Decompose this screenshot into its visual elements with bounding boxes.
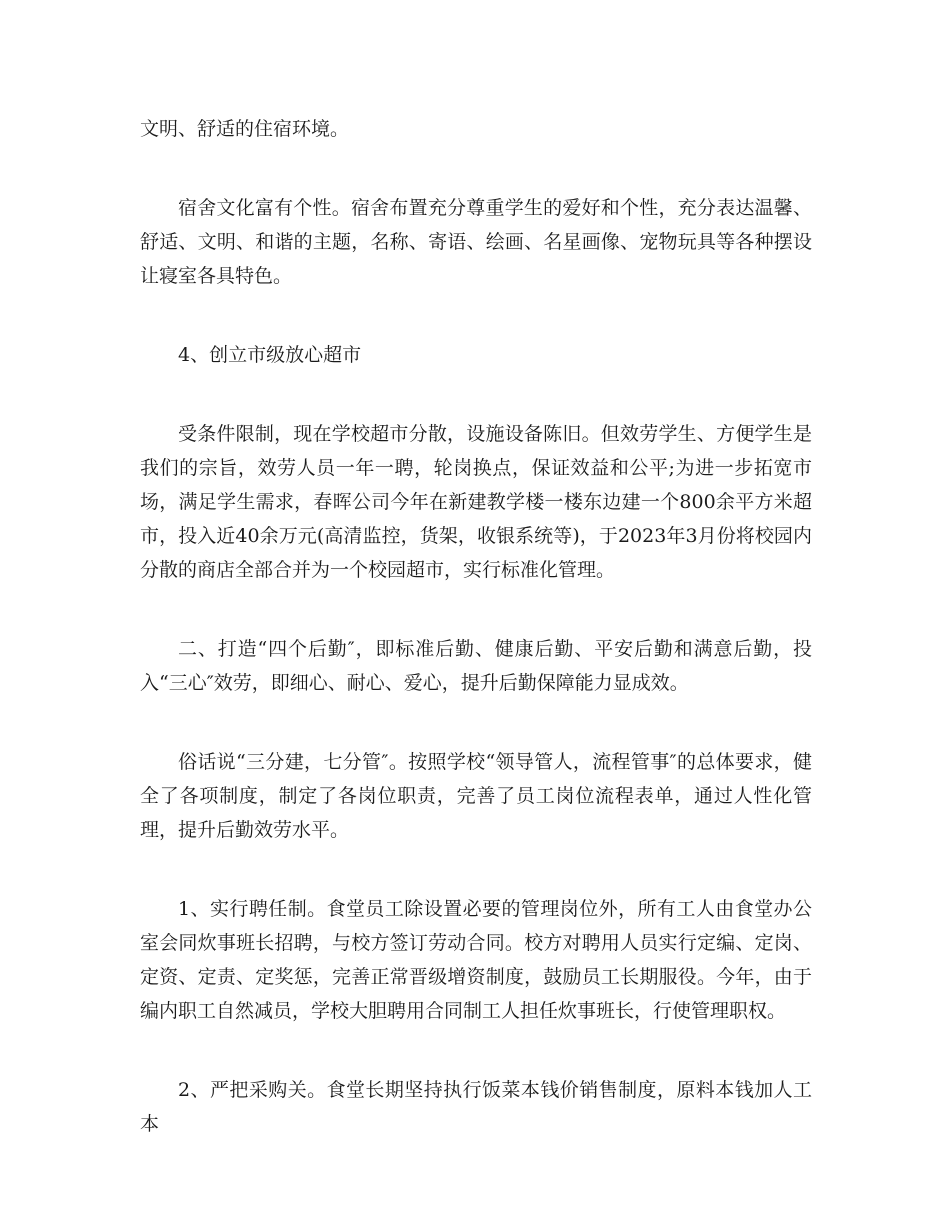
paragraph-hiring-system: 1、实行聘任制。食堂员工除设置必要的管理岗位外，所有工人由食堂办公室会同炊事班长招聘，与校方签订劳动合同。校方对聘用人员实行定编、定岗、定资、定责、定奖惩，完善正常晋级增资制度，鼓励员工长期服役。今年，由于编内职工自然减员，学校大胆聘用合同制工人担任炊事班长，行使管理职权。 — [140, 898, 812, 1022]
paragraph-continuation: 文明、舒适的住宿环境。 — [140, 118, 350, 140]
paragraph-dorm-culture: 宿舍文化富有个性。宿舍布置充分尊重学生的爱好和个性，充分表达温馨、舒适、文明、和谐的主题，名称、寄语、绘画、名星画像、宠物玩具等各种摆设让寝室各具特色。 — [140, 197, 812, 287]
paragraph-management: 俗话说“三分建，七分管″。按照学校“领导管人，流程管事″的总体要求，健全了各项制度，制定了各岗位职责，完善了员工岗位流程表单，通过人性化管理，提升后勤效劳水平。 — [140, 751, 812, 841]
paragraph-procurement: 2、严把采购关。食堂长期坚持执行饭菜本钱价销售制度，原料本钱加人工本 — [140, 1079, 812, 1135]
section-heading-supermarket: 4、创立市级放心超市 — [178, 344, 362, 366]
paragraph-supermarket: 受条件限制，现在学校超市分散，设施设备陈旧。但效劳学生、方便学生是我们的宗旨，效劳人员一年一聘，轮岗换点，保证效益和公平;为进一步拓宽市场，满足学生需求，春晖公司今年在新建教学楼一楼东边建一个800余平方米超市，投入近40余万元(高清监控，货架，收银系统等)，于2023年3月份将校园内分散的商店全部合并为一个校园超市，实行标准化管理。 — [140, 423, 812, 581]
paragraph-four-logistics: 二、打造“四个后勤″，即标准后勤、健康后勤、平安后勤和满意后勤，投入“三心″效劳，即细心、耐心、爱心，提升后勤保障能力显成效。 — [140, 638, 812, 694]
document-page — [140, 112, 812, 1141]
